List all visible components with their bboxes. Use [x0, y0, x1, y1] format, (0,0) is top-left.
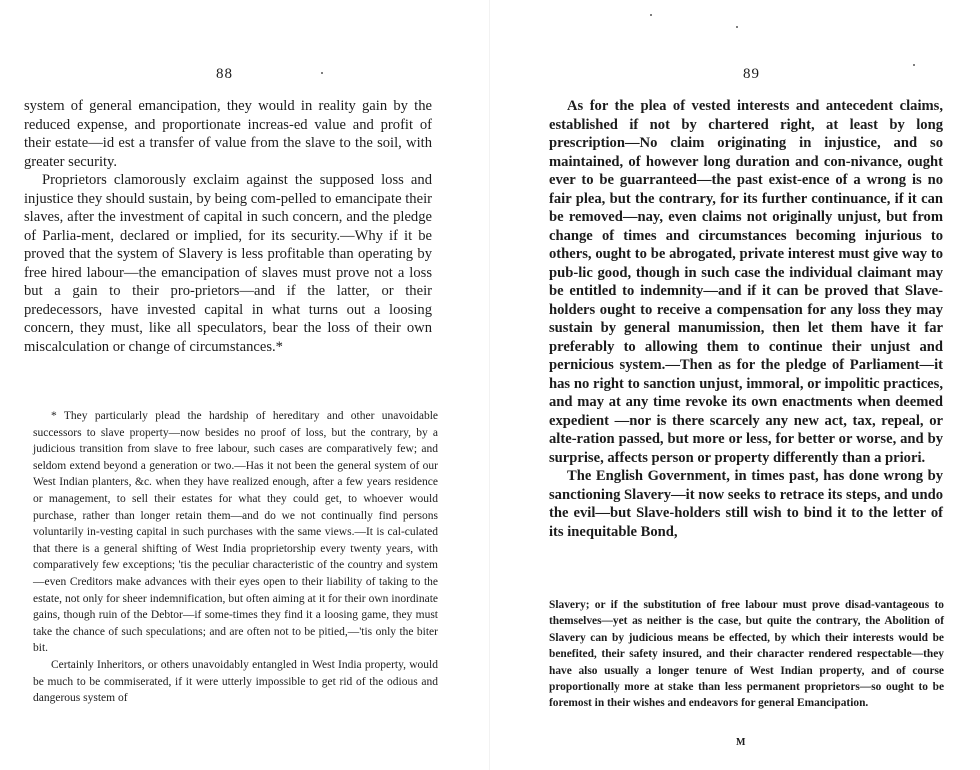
right-paragraph-1: As for the plea of vested interests and antecedent claims, established if not by chartered right, at least by long prescription—No claim originating in injustice, and so maintained, of however long duration and con-nivance, ought ever to be guarranteed—the past exist-ence of a wrong is no fair plea, but the contrary, for its further continuance, if it can be removed—nay, even claims not originally unjust, but from change of times and circumstances becoming injurious to others, ought to be abrogated, private interest must give way to pub-lic good, though in such case the individual claimant may be entitled to indemnity—and if it can be proved that Slave-holders ought to receive a compensation for any loss they may sustain by general manumission, then let them have it far preferably to allowing them to continue their unjust and pernicious system.—Then as for the pledge of Parliament—it has no right to sanction unjust, immoral, or impolitic practices, and may at any time revoke its own enactments when deemed expedient —nor is there scarcely any new act, tax, repeal, or alte-ration passed, but more or less, for better or worse, and by surprise, affects person or property differently than a priori. — [549, 98, 943, 466]
right-footnote — [549, 597, 944, 712]
print-speck — [650, 14, 652, 16]
print-speck — [321, 72, 323, 74]
right-footnote-text: Slavery; or if the substitution of free labour must prove disad-vantageous to themselves—yet as neither is the case, but quite the contrary, the Abolition of Slavery can by judicious means be effected, by which their interests would be benefited, their safety insured, and their character rendered respectable—they have also usually a longer tenure of West Indian property, and of course proportionally more at stake than less permanent proprietors—so ought to be foremost in their wishes and endeavors for general Emancipation. — [549, 599, 944, 710]
right-paragraph-2: The English Government, in times past, has done wrong by sanctioning Slavery—it now seeks to retrace its steps, and undo the evil—but Slave-holders still wish to bind it to the letter of its inequitable Bond, — [549, 468, 943, 540]
signature-mark: M — [736, 737, 747, 748]
page-number-right: 89 — [743, 66, 760, 82]
print-speck — [913, 64, 915, 66]
left-paragraph-2: Proprietors clamorously exclaim against the supposed loss and injustice they should sustain, by being com-pelled to emancipate their slaves, after the investment of capital in such concern, and the pledge of Parlia-ment, declared or implied, for its security.—Why if it be proved that the system of Slavery is less profitable than operating by free hired labour—the emancipation of slaves must prove not a loss but a gain to their pro-prietors—and if the latter, or their predecessors, have invested capital in what turns out a loosing concern, they must, like all speculators, bear the loss of their own miscalculation or change of circumstances.* — [24, 172, 432, 355]
right-page — [490, 0, 980, 770]
left-main-text — [24, 97, 432, 356]
print-speck — [736, 26, 738, 28]
left-paragraph-1: system of general emancipation, they would in reality gain by the reduced expense, and proportionate increas-ed value and profit of their estate—id est a transfer of value from the slave to the soil, with greater security. — [24, 98, 432, 170]
footnote-paragraph-1: * They particularly plead the hardship of hereditary and other unavoidable successors to slave property—now besides no proof of loss, but the contrary, by a judicious transition from slave to free labour, such cases are comparatively few; and seldom extend beyond a generation or two.—Has it not been the general system of our West Indian planters, &c. when they have realized enough, after a few years residence or management, to sell their estates for what they could get, to whoever would purchase, rather than longer retain them—and do we not continually find persons voluntarily in-vesting capital in such purchases with the same views.—It is cal-culated that there is a general shifting of West India proprietorship every twenty years, with comparatively few exceptions; 'tis the peculiar characteristic of the country and system—even Creditors make advances with their eyes open to their liability of taking to the estate, not only for sheer indemnification, but often aiming at it for their own inordinate gains, though ruin of the Debtor—if some-times they find it a loosing game, they must take the chance of such speculations; and are often not to be pitied,—'tis only the biter bit. — [33, 410, 438, 655]
page-number-left: 88 — [216, 66, 233, 82]
footnote-paragraph-2: Certainly Inheritors, or others unavoidably entangled in West India property, would be much to be commiserated, if it were utterly impossible to get rid of the odious and dangerous system of — [33, 658, 438, 705]
right-main-text — [549, 97, 943, 541]
left-footnote — [33, 408, 438, 707]
